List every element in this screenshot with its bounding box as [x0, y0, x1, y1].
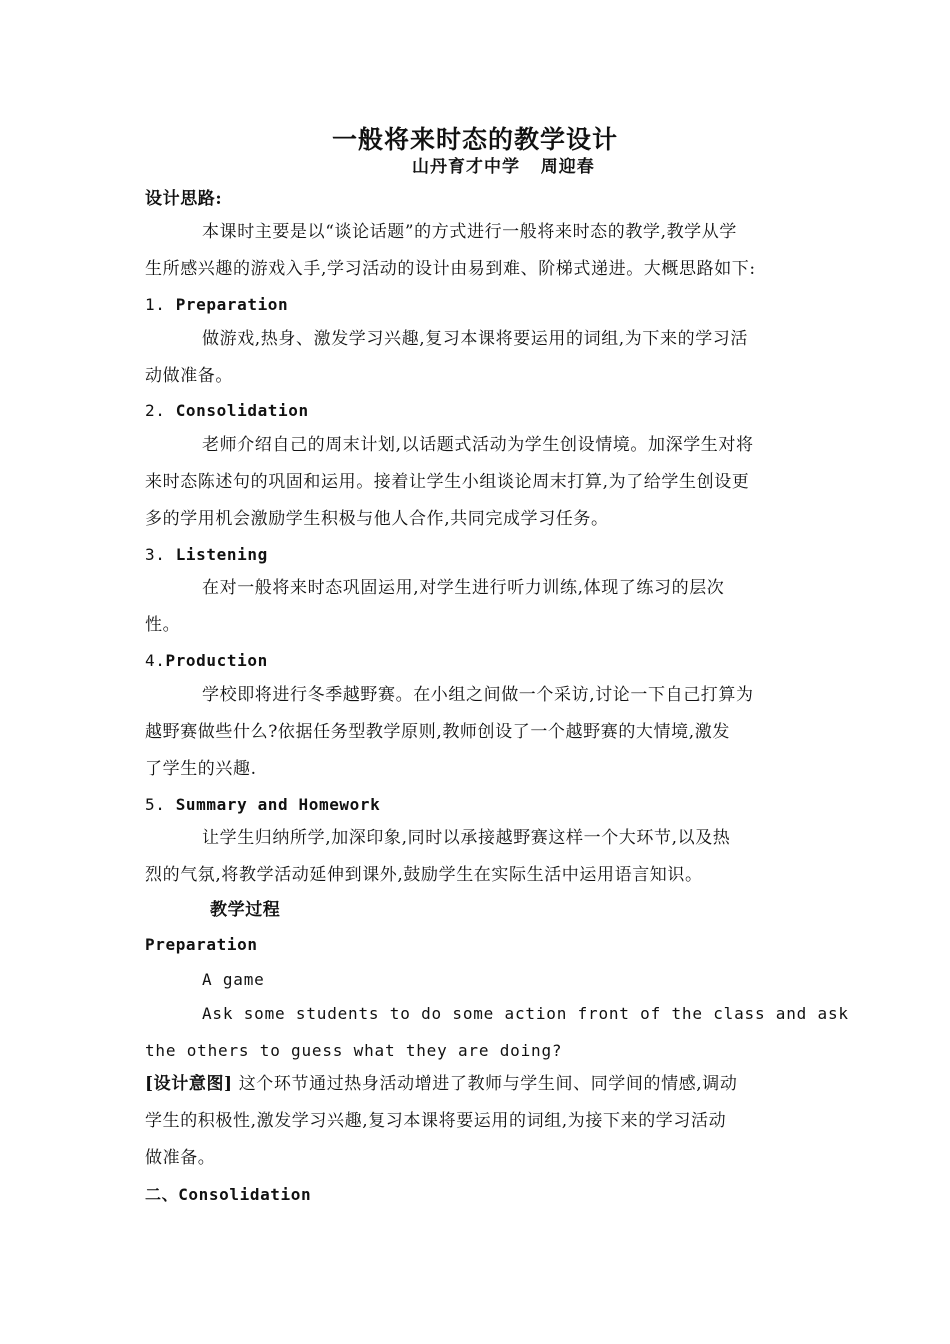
section-heading: [145, 544, 268, 566]
section-title: Preparation: [175, 295, 289, 314]
preparation-item: A game: [202, 970, 265, 989]
section-text: 让学生归纳所学,加深印象,同时以承接越野赛这样一个大环节,以及热: [202, 828, 731, 848]
section-title: Listening: [175, 545, 268, 564]
design-intent-text: 这个环节通过热身活动增进了教师与学生间、同学间的情感,调动: [232, 1074, 738, 1094]
section-title: Summary and Homework: [175, 795, 381, 814]
section-text: 老师介绍自己的周末计划,以话题式活动为学生创设情境。加深学生对将: [202, 435, 754, 455]
section-text: 在对一般将来时态巩固运用,对学生进行听力训练,体现了练习的层次: [202, 578, 725, 598]
section-text: 越野赛做些什么?依据任务型教学原则,教师创设了一个越野赛的大情境,激发: [145, 722, 730, 742]
intro-line: 本课时主要是以“谈论话题”的方式进行一般将来时态的教学,教学从学: [202, 222, 737, 242]
section-number: 5.: [145, 795, 176, 814]
next-section-title: Consolidation: [178, 1185, 312, 1204]
section-text: 动做准备。: [145, 366, 233, 386]
section-text: 性。: [145, 615, 181, 635]
section-text: 烈的气氛,将教学活动延伸到课外,鼓励学生在实际生活中运用语言知识。: [145, 865, 703, 885]
design-heading: 设计思路:: [145, 189, 223, 209]
section-text: 做游戏,热身、激发学习兴趣,复习本课将要运用的词组,为下来的学习活: [202, 329, 749, 349]
section-text: 多的学用机会激励学生积极与他人合作,共同完成学习任务。: [145, 509, 609, 529]
section-number: 2.: [145, 401, 176, 420]
design-intent-label: [设计意图]: [145, 1074, 233, 1094]
section-text: 了学生的兴趣.: [145, 759, 257, 779]
section-text: 来时态陈述句的巩固和运用。接着让学生小组谈论周末打算,为了给学生创设更: [145, 472, 750, 492]
section-title: Production: [165, 651, 268, 670]
section-heading: [145, 650, 268, 672]
next-section-number: 二、: [145, 1185, 179, 1204]
section-heading: [145, 294, 288, 316]
intro-line: 生所感兴趣的游戏入手,学习活动的设计由易到难、阶梯式递进。大概思路如下:: [145, 259, 756, 279]
next-section-heading: [145, 1184, 311, 1206]
preparation-heading: Preparation: [145, 935, 258, 954]
section-title: Consolidation: [175, 401, 309, 420]
document-title: 一般将来时态的教学设计: [331, 125, 618, 154]
section-heading: [145, 794, 380, 816]
section-text: 学校即将进行冬季越野赛。在小组之间做一个采访,讨论一下自己打算为: [202, 685, 754, 705]
author-line: 山丹育才中学 周迎春: [412, 157, 595, 177]
design-intent-text: 做准备。: [145, 1148, 216, 1168]
section-number: 4.: [145, 651, 166, 670]
section-number: 1.: [145, 295, 176, 314]
preparation-text: the others to guess what they are doing?: [145, 1041, 563, 1060]
process-heading: 教学过程: [210, 900, 281, 920]
design-intent-text: 学生的积极性,激发学习兴趣,复习本课将要运用的词组,为接下来的学习活动: [145, 1111, 727, 1131]
design-intent-line: [145, 1073, 738, 1095]
section-heading: [145, 400, 309, 422]
section-number: 3.: [145, 545, 176, 564]
preparation-text: Ask some students to do some action front of the class and ask: [202, 1004, 849, 1023]
